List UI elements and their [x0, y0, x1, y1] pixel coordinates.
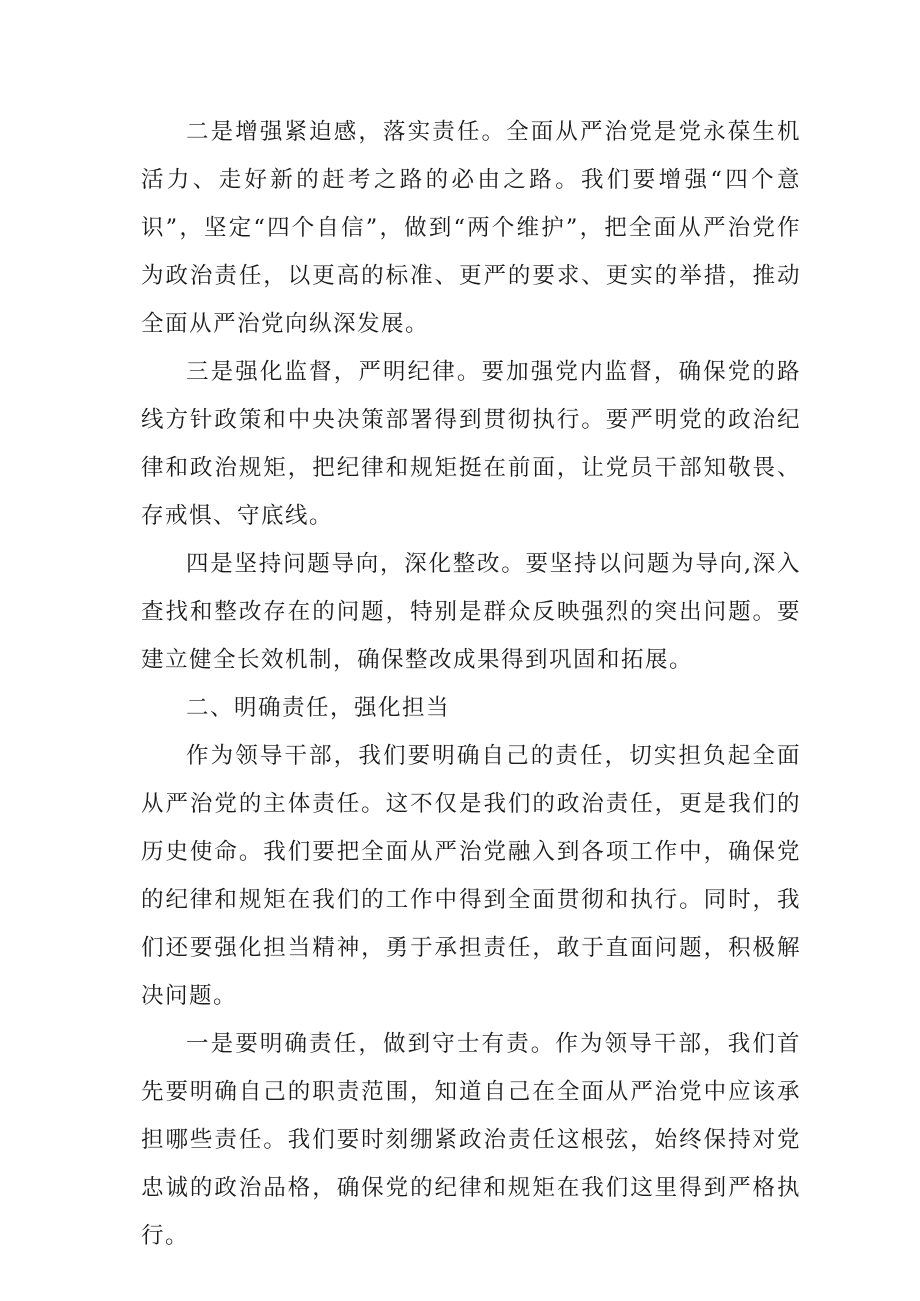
paragraph-point-three: 三是强化监督，严明纪律。要加强党内监督，确保党的路线方针政策和中央决策部署得到贯彻执行。要严明党的政治纪律和政治规矩，把纪律和规矩挺在前面，让党员干部知敬畏、存戒惧、守底线。 — [141, 359, 801, 529]
paragraph-section-intro: 作为领导干部，我们要明确自己的责任，切实担负起全面从严治党的主体责任。这不仅是我们的政治责任，更是我们的历史使命。我们要把全面从严治党融入到各项工作中，确保党的纪律和规矩在我们的工作中得到全面贯彻和执行。同时，我们还要强化担当精神，勇于承担责任，敢于直面问题，积极解决问题。 — [141, 743, 801, 1009]
paragraph-point-four: 四是坚持问题导向，深化整改。要坚持以问题为导向,深入查找和整改存在的问题，特别是群众反映强烈的突出问题。要建立健全长效机制，确保整改成果得到巩固和拓展。 — [141, 551, 801, 673]
paragraph-point-one: 一是要明确责任，做到守士有责。作为领导干部，我们首先要明确自己的职责范围，知道自己在全面从严治党中应该承担哪些责任。我们要时刻绷紧政治责任这根弦，始终保持对党忠诚的政治品格，确保党的纪律和规矩在我们这里得到严格执行。 — [141, 1031, 801, 1249]
document-body — [141, 108, 801, 1260]
paragraph-point-two: 二是增强紧迫感，落实责任。全面从严治党是党永葆生机活力、走好新的赶考之路的必由之路。我们要增强“四个意识”，坚定“四个自信”，做到“两个维护”，把全面从严治党作为政治责任，以更高的标准、更严的要求、更实的举措，推动全面从严治党向纵深发展。 — [141, 119, 801, 337]
section-heading: 二、明确责任，强化担当 — [186, 695, 451, 721]
